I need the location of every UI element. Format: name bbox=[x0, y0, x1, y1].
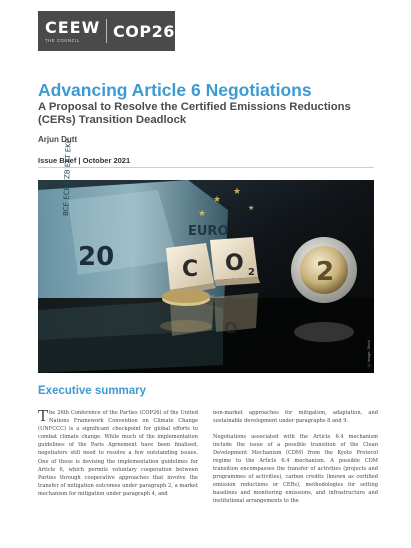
ceew-cop26-logo bbox=[38, 11, 175, 51]
ceew-logo-text: CEEW bbox=[45, 17, 101, 37]
svg-text:★: ★ bbox=[248, 205, 255, 212]
svg-text:★: ★ bbox=[198, 208, 207, 218]
author-name: Arjun Dutt bbox=[38, 135, 78, 144]
executive-summary-heading: Executive summary bbox=[38, 385, 147, 397]
body-column-left bbox=[38, 409, 198, 506]
svg-text:BCE ECB EZB EKT EKP: BCE ECB EZB EKT EKP bbox=[62, 138, 73, 217]
logo-divider bbox=[106, 19, 107, 43]
body-column-right bbox=[213, 409, 378, 513]
issue-line: Issue Brief | October 2021 bbox=[38, 156, 131, 165]
svg-text:★: ★ bbox=[213, 194, 222, 204]
document-subtitle: A Proposal to Resolve the Certified Emissions Reductions (CERs) Transition Deadlock bbox=[38, 101, 351, 126]
banknote-denomination: 20 bbox=[78, 242, 115, 272]
die-letter-o: O bbox=[225, 251, 244, 276]
two-euro-coin bbox=[291, 237, 357, 342]
document-title: Advancing Article 6 Negotiations bbox=[38, 80, 312, 100]
summary-paragraph-text: he 26th Conference of the Parties (COP26) of the United Nations Framework Convention on Climate Change (UNFCCC) is a significant checkpoint for global efforts to combat climate change. While much of the implementation guidelines of the Paris Agreement have been finalised, negotiators still need to resolve a few outstanding issues. One of these is devising the implementation guidelines for Article 6, which permits voluntary cooperation between Parties through cooperative approaches that involve the transfer of mitigation outcomes under paragraph 2, a market mechanism for mitigation under paragraph 4, and bbox=[38, 410, 198, 497]
summary-paragraph-cdm: Negotiations associated with the Article 6.4 mechanism include the issue of a possible transition of the Clean Development Mechanism (CDM) from the Kyoto Protocol regime to the Article 6.4 mechanism. A possible CDM transition encompasses the transfer of activities (projects and programmes of activities), carbon credits (known as certified emission reductions or CERs), methodologies for setting baselines and monitoring emissions, and infrastructure and institutional arrangements to the bbox=[213, 433, 378, 505]
die-subscript-2: 2 bbox=[248, 267, 255, 278]
cop26-logo-text: COP26 bbox=[113, 21, 175, 41]
svg-text:O: O bbox=[224, 318, 238, 337]
summary-paragraph bbox=[38, 409, 198, 498]
banknote-currency: EURO bbox=[188, 224, 229, 239]
svg-text:★: ★ bbox=[233, 186, 242, 196]
ceew-logo bbox=[38, 17, 104, 43]
die-letter-c: C bbox=[182, 257, 199, 282]
svg-text:2: 2 bbox=[316, 257, 335, 287]
header-divider bbox=[38, 167, 374, 168]
drop-cap: T bbox=[38, 407, 49, 425]
ceew-logo-tagline: THE COUNCIL bbox=[45, 37, 80, 43]
summary-paragraph-continued: non-market approaches for mitigation, adaptation, and sustainable development under paragraphs 8 and 9. bbox=[213, 410, 378, 425]
photo-credit: © Image: Stock bbox=[367, 339, 371, 367]
